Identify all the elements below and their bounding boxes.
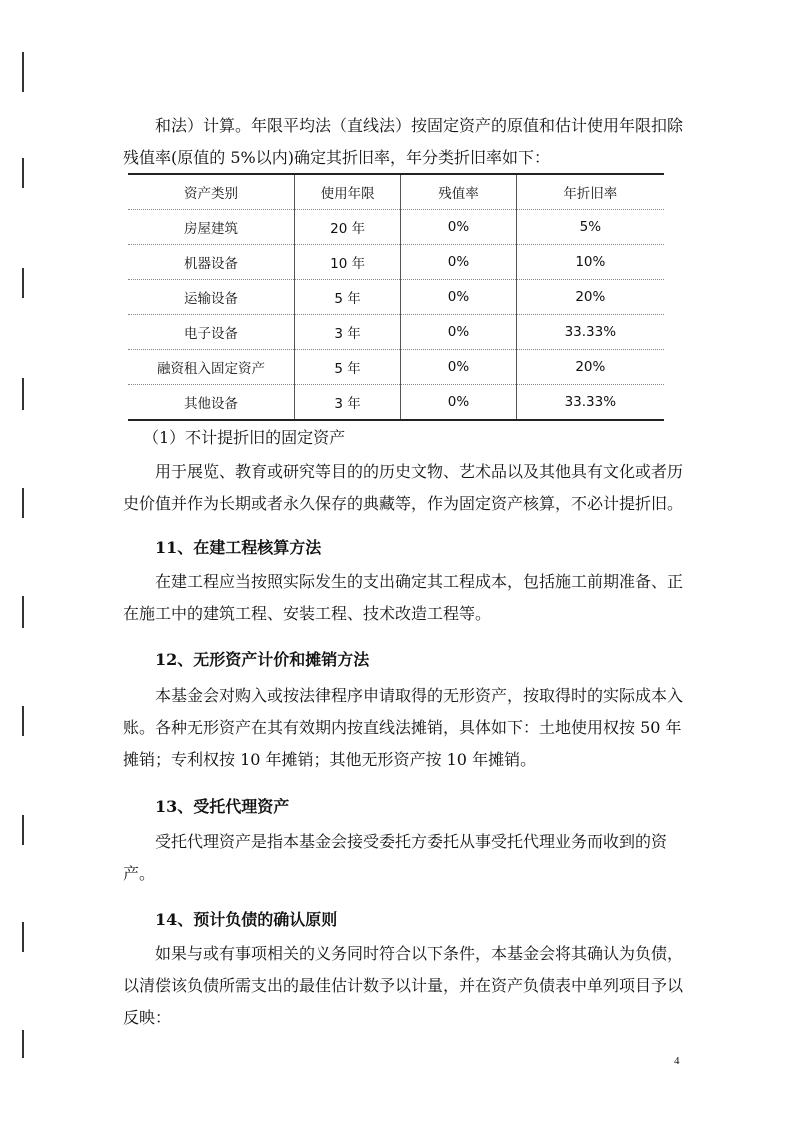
section-11-title: 11、在建工程核算方法 bbox=[155, 538, 322, 557]
paragraph-section-13: 受托代理资产是指本基金会接受委托方委托从事受托代理业务而收到的资产。 bbox=[123, 832, 668, 883]
intro-line-2: 残值率(原值的 5%以内)确定其折旧率，年分类折旧率如下： bbox=[123, 148, 550, 167]
cell-rate: 20% bbox=[516, 280, 664, 315]
paragraph-no-depreciation: 用于展览、教育或研究等目的的历史文物、艺术品以及其他具有文化或者历史价值并作为长期或者永久保存的典藏等，作为固定资产核算，不必计提折旧。 bbox=[123, 462, 684, 513]
section-12-title: 12、无形资产计价和摊销方法 bbox=[155, 650, 370, 669]
cell-rate: 33.33% bbox=[516, 315, 664, 350]
table-row bbox=[128, 385, 664, 421]
table-row bbox=[128, 280, 664, 315]
paragraph-section-12: 本基金会对购入或按法律程序申请取得的无形资产，按取得时的实际成本入账。各种无形资产在其有效期内按直线法摊销，具体如下：土地使用权按 50 年摊销；专利权按 10 年摊销；其他无形资产按 10 年摊销。 bbox=[123, 686, 684, 769]
cell-residual: 0% bbox=[401, 210, 516, 245]
cell-rate: 5% bbox=[516, 210, 664, 245]
margin-mark bbox=[22, 488, 24, 518]
cell-category: 其他设备 bbox=[128, 385, 294, 421]
cell-rate: 10% bbox=[516, 245, 664, 280]
paragraph-section-14: 如果与或有事项相关的义务同时符合以下条件，本基金会将其确认为负债，以清偿该负债所需支出的最佳估计数予以计量，并在资产负债表中单列项目予以反映： bbox=[123, 944, 684, 1027]
subsection-title-no-depreciation: （1）不计提折旧的固定资产 bbox=[143, 428, 346, 447]
margin-mark bbox=[22, 706, 24, 736]
margin-mark bbox=[22, 378, 24, 410]
cell-life: 10 年 bbox=[294, 245, 400, 280]
table-row bbox=[128, 315, 664, 350]
margin-mark bbox=[22, 158, 24, 188]
cell-life: 5 年 bbox=[294, 280, 400, 315]
header-useful-life: 使用年限 bbox=[294, 174, 400, 210]
cell-residual: 0% bbox=[401, 350, 516, 385]
table-row bbox=[128, 245, 664, 280]
table-row bbox=[128, 210, 664, 245]
cell-category: 电子设备 bbox=[128, 315, 294, 350]
cell-life: 20 年 bbox=[294, 210, 400, 245]
table-row bbox=[128, 350, 664, 385]
cell-residual: 0% bbox=[401, 315, 516, 350]
cell-life: 3 年 bbox=[294, 315, 400, 350]
margin-mark bbox=[22, 815, 24, 845]
cell-rate: 20% bbox=[516, 350, 664, 385]
header-annual-rate: 年折旧率 bbox=[516, 174, 664, 210]
header-asset-category: 资产类别 bbox=[128, 174, 294, 210]
page-number: 4 bbox=[674, 1055, 680, 1067]
margin-mark bbox=[22, 52, 24, 92]
cell-category: 运输设备 bbox=[128, 280, 294, 315]
margin-mark bbox=[22, 268, 24, 298]
table-header-row bbox=[128, 174, 664, 210]
header-residual-rate: 残值率 bbox=[401, 174, 516, 210]
cell-category: 房屋建筑 bbox=[128, 210, 294, 245]
section-14-title: 14、预计负债的确认原则 bbox=[155, 910, 338, 929]
cell-life: 3 年 bbox=[294, 385, 400, 421]
cell-category: 融资租入固定资产 bbox=[128, 350, 294, 385]
section-13-title: 13、受托代理资产 bbox=[155, 797, 290, 816]
cell-rate: 33.33% bbox=[516, 385, 664, 421]
cell-category: 机器设备 bbox=[128, 245, 294, 280]
intro-line-1: 和法）计算。年限平均法（直线法）按固定资产的原值和估计使用年限扣除 bbox=[155, 116, 684, 135]
depreciation-table bbox=[128, 173, 664, 421]
paragraph-section-11: 在建工程应当按照实际发生的支出确定其工程成本，包括施工前期准备、正在施工中的建筑工程、安装工程、技术改造工程等。 bbox=[123, 572, 684, 623]
margin-mark bbox=[22, 922, 24, 952]
margin-mark bbox=[22, 596, 24, 628]
cell-residual: 0% bbox=[401, 245, 516, 280]
cell-residual: 0% bbox=[401, 385, 516, 421]
margin-mark bbox=[22, 1030, 24, 1058]
cell-residual: 0% bbox=[401, 280, 516, 315]
cell-life: 5 年 bbox=[294, 350, 400, 385]
